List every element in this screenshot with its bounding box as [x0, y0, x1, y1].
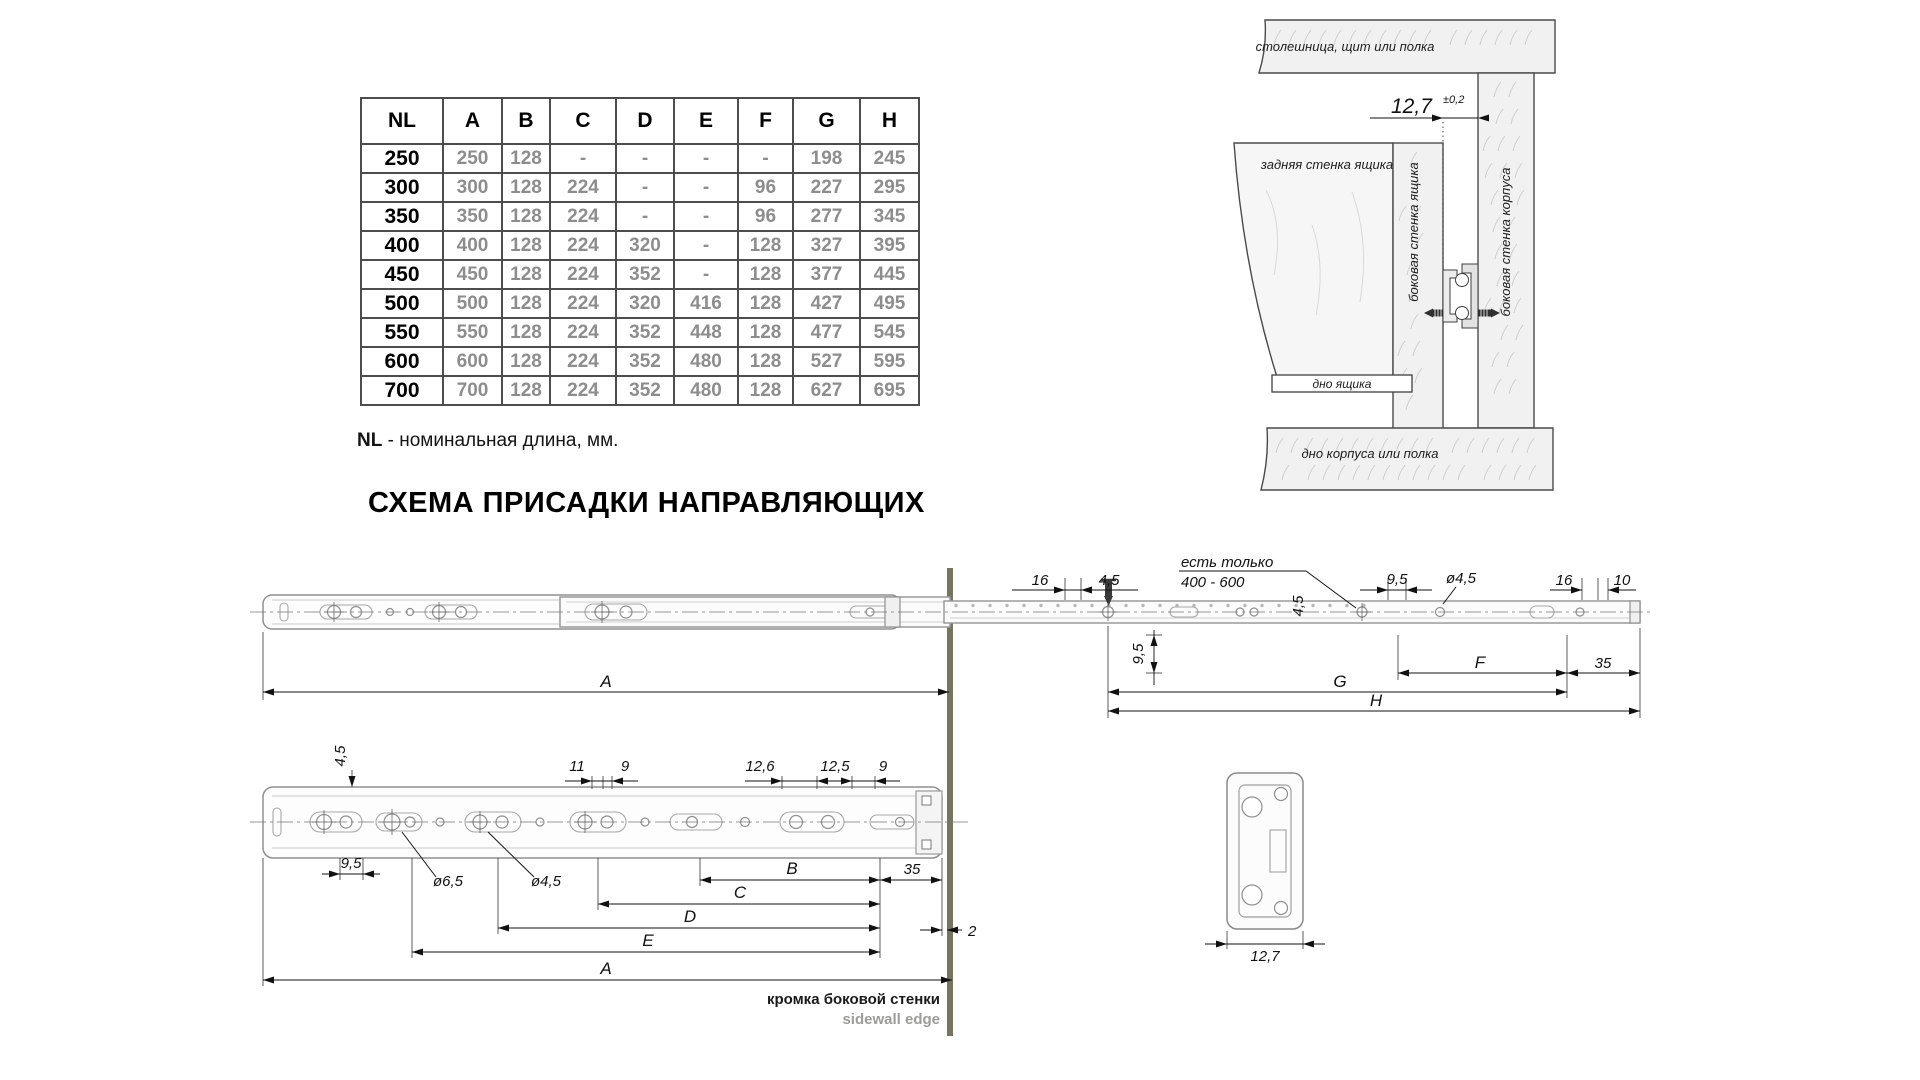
dim-C: C [733, 883, 747, 902]
table-cell: - [616, 173, 674, 202]
table-cell: 345 [860, 202, 919, 231]
column-header: E [674, 98, 738, 144]
table-row [361, 289, 919, 318]
table-cell: 277 [793, 202, 860, 231]
table-cell: 352 [616, 318, 674, 347]
dimensions-table [360, 97, 920, 406]
dim-E: E [642, 931, 654, 950]
table-cell: 224 [550, 231, 616, 260]
table-cell: 600 [361, 347, 443, 376]
table-cell: 224 [550, 260, 616, 289]
drawer-bottom-label: дно ящика [1312, 377, 1372, 391]
slide-cross-section [1443, 264, 1478, 328]
dim-dia-6-5: ø6,5 [432, 873, 464, 890]
sidewall-edge-line [947, 568, 953, 1036]
table-cell: - [674, 202, 738, 231]
dim-9-a: 9 [620, 758, 630, 775]
table-cell: 700 [361, 376, 443, 405]
table-cell: 128 [502, 173, 550, 202]
table-cell: 128 [502, 289, 550, 318]
page-title: СХЕМА ПРИСАДКИ НАПРАВЛЯЮЩИХ [368, 487, 925, 519]
table-cell: 600 [443, 347, 502, 376]
table-cell: 128 [738, 318, 793, 347]
table-cell: 320 [616, 231, 674, 260]
table-row [361, 318, 919, 347]
sidewall-edge-label-en: sidewall edge [842, 1011, 940, 1028]
table-cell: 224 [550, 347, 616, 376]
table-cell: 128 [502, 318, 550, 347]
note-line1: есть только [1181, 554, 1274, 571]
table-cell: 224 [550, 318, 616, 347]
dim-12-5: 12,5 [820, 758, 850, 775]
table-cell: 377 [793, 260, 860, 289]
table-cell: 427 [793, 289, 860, 318]
table-row [361, 260, 919, 289]
dim-9-5-top: 9,5 [1386, 571, 1408, 588]
table-cell: 128 [502, 260, 550, 289]
table-cell: 300 [361, 173, 443, 202]
dim-D: D [683, 907, 697, 926]
caption-text: - номинальная длина, мм. [382, 430, 619, 451]
table-row [361, 347, 919, 376]
table-cell: 224 [550, 173, 616, 202]
table-cell: 128 [502, 347, 550, 376]
table-cell: - [674, 231, 738, 260]
table-row [361, 231, 919, 260]
table-row [361, 144, 919, 173]
dim-H: H [1369, 691, 1383, 710]
offset-tolerance: ±0,2 [1443, 94, 1465, 106]
table-cell: 445 [860, 260, 919, 289]
table-cell: 295 [860, 173, 919, 202]
column-header: D [616, 98, 674, 144]
table-cell: 550 [361, 318, 443, 347]
dim-9-b: 9 [878, 758, 888, 775]
caption-abbr: NL [357, 430, 383, 451]
table-cell: - [616, 202, 674, 231]
table-cell: 128 [738, 231, 793, 260]
table-cell: 700 [443, 376, 502, 405]
table-cell: 128 [738, 376, 793, 405]
table-header-row [361, 98, 919, 144]
slide-profile-cross-section [1227, 773, 1303, 929]
table-cell: 250 [443, 144, 502, 173]
dim-35-top: 35 [1594, 655, 1612, 672]
table-cell: 327 [793, 231, 860, 260]
column-header: H [860, 98, 919, 144]
sidewall-edge-label-ru: кромка боковой стенки [766, 991, 940, 1008]
table-row [361, 202, 919, 231]
table-cell: 128 [502, 202, 550, 231]
table-cell: 128 [502, 376, 550, 405]
table-cell: 550 [443, 318, 502, 347]
table-cell: 500 [361, 289, 443, 318]
dim-16-top: 16 [1031, 572, 1049, 589]
column-header: A [443, 98, 502, 144]
table-cell: 224 [550, 289, 616, 318]
offset-value: 12,7 [1391, 95, 1432, 118]
dim-dia-4-5-bottom: ø4,5 [530, 873, 562, 890]
dim-dia-4-5-top: ø4,5 [1446, 570, 1477, 587]
table-cell: 477 [793, 318, 860, 347]
table-cell: 495 [860, 289, 919, 318]
table-row [361, 376, 919, 405]
drilling-scheme-drawings [240, 540, 1700, 1060]
table-cell: 96 [738, 202, 793, 231]
table-cell: 480 [674, 376, 738, 405]
table-caption [357, 430, 618, 452]
dim-35-bottom: 35 [903, 861, 921, 878]
dim-G: G [1333, 672, 1347, 691]
table-cell: - [674, 260, 738, 289]
table-cell: - [550, 144, 616, 173]
table-cell: 300 [443, 173, 502, 202]
table-cell: 128 [738, 347, 793, 376]
dim-9-5-vertical: 9,5 [1130, 643, 1147, 665]
column-header: G [793, 98, 860, 144]
table-cell: 395 [860, 231, 919, 260]
table-cell: 416 [674, 289, 738, 318]
dim-12-7-cross-section: 12,7 [1250, 948, 1280, 965]
table-cell: 128 [738, 289, 793, 318]
dim-10-right: 10 [1613, 572, 1631, 589]
dim-A-top: A [600, 672, 612, 691]
table-cell: 352 [616, 376, 674, 405]
table-row [361, 173, 919, 202]
table-cell: 224 [550, 202, 616, 231]
column-header: NL [361, 98, 443, 144]
table-cell: 352 [616, 347, 674, 376]
dim-9-5-bottom: 9,5 [340, 855, 362, 872]
dim-16-right: 16 [1555, 572, 1573, 589]
dim-4-5-top: 4,5 [1098, 572, 1120, 589]
table-cell: 128 [738, 260, 793, 289]
table-cell: - [674, 173, 738, 202]
table-cell: 350 [443, 202, 502, 231]
table-cell: 320 [616, 289, 674, 318]
dim-12-6: 12,6 [745, 758, 775, 775]
table-cell: 527 [793, 347, 860, 376]
column-header: F [738, 98, 793, 144]
table-cell: 250 [361, 144, 443, 173]
drawer-back-wall-shape [1234, 143, 1393, 377]
column-header: C [550, 98, 616, 144]
note-line2: 400 - 600 [1181, 574, 1245, 591]
table-cell: - [674, 144, 738, 173]
dim-4-5-vert-bottom: 4,5 [332, 745, 349, 767]
table-cell: 128 [502, 144, 550, 173]
table-cell: 96 [738, 173, 793, 202]
table-cell: 352 [616, 260, 674, 289]
dim-B: B [786, 859, 798, 878]
table-cell: 545 [860, 318, 919, 347]
table-cell: 595 [860, 347, 919, 376]
dim-gap-2: 2 [968, 923, 977, 940]
table-cell: - [738, 144, 793, 173]
table-cell: 350 [361, 202, 443, 231]
closed-slide-drawing [250, 787, 970, 858]
table-cell: 400 [361, 231, 443, 260]
table-cell: 450 [443, 260, 502, 289]
dim-A-bottom: A [600, 959, 612, 978]
table-cell: - [616, 144, 674, 173]
dim-11: 11 [569, 758, 585, 775]
table-cell: 448 [674, 318, 738, 347]
table-cell: 500 [443, 289, 502, 318]
table-cell: 695 [860, 376, 919, 405]
table-cell: 198 [793, 144, 860, 173]
dim-F: F [1474, 653, 1486, 672]
cabinet-side-label: боковая стенка корпуса [1498, 167, 1513, 317]
table-cell: 400 [443, 231, 502, 260]
back-wall-label: задняя стенка ящика [1260, 157, 1394, 172]
column-header: B [502, 98, 550, 144]
table-cell: 128 [502, 231, 550, 260]
table-cell: 480 [674, 347, 738, 376]
table-cell: 227 [793, 173, 860, 202]
table-cell: 450 [361, 260, 443, 289]
table-cell: 627 [793, 376, 860, 405]
table-cell: 224 [550, 376, 616, 405]
mounting-scheme-diagram [1220, 10, 1570, 512]
drawer-side-label: боковая стенка ящика [1406, 162, 1421, 302]
cabinet-bottom-label: дно корпуса или полка [1301, 446, 1439, 461]
worktop-label: столешница, щит или полка [1255, 39, 1435, 54]
dim-4-5-vertical: 4,5 [1290, 595, 1307, 617]
table-cell: 245 [860, 144, 919, 173]
